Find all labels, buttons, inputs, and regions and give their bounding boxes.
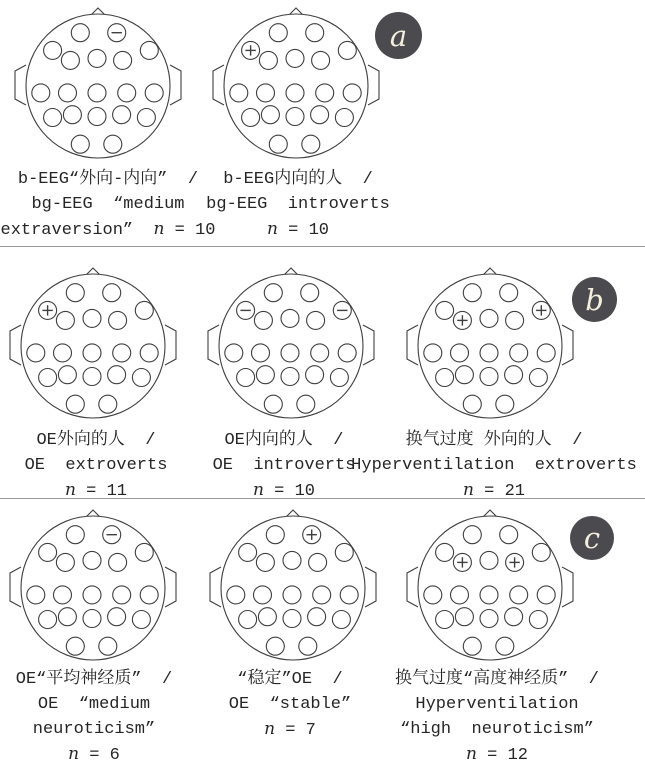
electrode-t5 [436, 611, 454, 629]
caption-line: OE “medium [37, 695, 151, 714]
head-diagram-hyperventilation-extroverts [404, 267, 576, 419]
caption-line: Hyperventilation [415, 695, 579, 714]
electrode-pz [286, 108, 304, 126]
electrode-t4 [340, 586, 358, 604]
head-outline [7, 509, 179, 661]
electrode-fz [283, 551, 301, 569]
electrode-t5 [242, 109, 260, 127]
electrode-t5 [436, 369, 454, 387]
head-outline [404, 509, 576, 661]
electrode-f7 [44, 41, 62, 59]
electrode-p4 [108, 366, 126, 384]
electrode-f8 [338, 41, 356, 59]
electrode-t3 [227, 586, 245, 604]
head-diagram-bg-eeg-medium-extraversion [12, 7, 184, 159]
electrode-t5 [44, 109, 62, 127]
caption-line: n = 11 [65, 480, 127, 501]
electrode-cz [283, 586, 301, 604]
electrode-t4 [537, 586, 555, 604]
caption-line: 换气过度“高度神经质” / [394, 670, 599, 689]
caption-line: OE introverts [212, 456, 356, 475]
electrode-p4 [306, 366, 324, 384]
caption-line: extraversion” n = 10 [0, 219, 216, 240]
section-divider [0, 246, 645, 247]
right-ear-icon [562, 325, 573, 365]
caption-line: n = 10 [253, 480, 315, 501]
electrode-c4 [113, 344, 131, 362]
right-ear-icon [365, 567, 376, 607]
left-ear-icon [210, 567, 221, 607]
head-outline [404, 267, 576, 419]
electrode-fp1 [66, 284, 84, 302]
electrode-f8 [532, 543, 550, 561]
electrode-p3 [261, 106, 279, 124]
electrode-o2 [104, 135, 122, 153]
panel-label-b: b [572, 277, 617, 322]
caption-line: n = 7 [264, 719, 316, 740]
electrode-c4 [311, 344, 329, 362]
electrode-o1 [264, 395, 282, 413]
electrode-fp2 [301, 284, 319, 302]
electrode-t5 [237, 369, 255, 387]
panel-label-c: c [570, 516, 614, 560]
electrode-p4 [108, 608, 126, 626]
electrode-f4 [109, 553, 127, 571]
electrode-t3 [32, 84, 50, 102]
panel-label-a: a [375, 12, 422, 59]
electrode-t4 [338, 344, 356, 362]
caption-line: bg-EEG introverts [206, 195, 390, 214]
right-ear-icon [562, 567, 573, 607]
electrode-f7 [239, 543, 257, 561]
electrode-p3 [455, 366, 473, 384]
electrode-o2 [99, 637, 117, 655]
right-ear-icon [165, 567, 176, 607]
caption-line: bg-EEG “medium [31, 195, 185, 214]
electrode-pz [480, 368, 498, 386]
left-ear-icon [407, 567, 418, 607]
electrode-fp2 [103, 284, 121, 302]
caption-line: OE “stable” [228, 695, 352, 714]
right-ear-icon [170, 65, 181, 105]
electrode-pz [83, 368, 101, 386]
electrode-o1 [266, 637, 284, 655]
caption-bg-eeg-introverts [148, 167, 448, 243]
head-outline [210, 7, 382, 159]
left-ear-icon [407, 325, 418, 365]
electrode-pz [480, 610, 498, 628]
electrode-t3 [225, 344, 243, 362]
electrode-o1 [66, 395, 84, 413]
electrode-c4 [113, 586, 131, 604]
electrode-c3 [54, 586, 72, 604]
right-ear-icon [368, 65, 379, 105]
electrode-f3 [256, 553, 274, 571]
electrode-c4 [510, 586, 528, 604]
electrode-f8 [135, 301, 153, 319]
caption-line: n = 6 [68, 744, 120, 765]
electrode-p3 [455, 608, 473, 626]
caption-line: n = 10 [267, 219, 329, 240]
electrode-cz [480, 586, 498, 604]
left-ear-icon [208, 325, 219, 365]
electrode-o1 [66, 637, 84, 655]
electrode-pz [283, 610, 301, 628]
caption-line: “high neuroticism” [400, 720, 594, 739]
electrode-cz [88, 84, 106, 102]
caption-line: b-EEG内向的人 / [223, 170, 373, 189]
caption-line: n = 12 [466, 744, 528, 765]
electrode-t3 [27, 344, 45, 362]
electrode-cz [83, 344, 101, 362]
electrode-t6 [137, 109, 155, 127]
electrode-fz [281, 309, 299, 327]
left-ear-icon [213, 65, 224, 105]
head-outline [207, 509, 379, 661]
electrode-pz [83, 610, 101, 628]
electrode-cz [281, 344, 299, 362]
electrode-f3 [259, 51, 277, 69]
electrode-o1 [71, 135, 89, 153]
electrode-cz [286, 84, 304, 102]
left-ear-icon [15, 65, 26, 105]
electrode-o2 [496, 395, 514, 413]
electrode-c3 [59, 84, 77, 102]
electrode-fz [83, 551, 101, 569]
electrode-p3 [63, 106, 81, 124]
head-diagram-oe-medium-neuroticism [7, 509, 179, 661]
electrode-t6 [132, 611, 150, 629]
electrode-fz [480, 551, 498, 569]
electrode-c4 [118, 84, 136, 102]
electrode-o1 [463, 395, 481, 413]
electrode-c4 [313, 586, 331, 604]
electrode-f4 [506, 311, 524, 329]
electrode-p4 [505, 366, 523, 384]
electrode-t6 [529, 611, 547, 629]
electrode-f8 [135, 543, 153, 561]
electrode-o1 [463, 637, 481, 655]
electrode-t6 [529, 369, 547, 387]
electrode-fp1 [71, 24, 89, 42]
electrode-p4 [505, 608, 523, 626]
left-ear-icon [10, 325, 21, 365]
electrode-o1 [269, 135, 287, 153]
caption-line: OE“平均神经质” / [15, 670, 173, 689]
right-ear-icon [165, 325, 176, 365]
electrode-fp2 [500, 284, 518, 302]
head-diagram-hyperventilation-high-neuroticism [404, 509, 576, 661]
electrode-t4 [343, 84, 361, 102]
caption-line: neuroticism” [32, 720, 156, 739]
electrode-f4 [114, 51, 132, 69]
caption-line: OE外向的人 / [36, 431, 156, 450]
caption-line: Hyperventilation extroverts [351, 456, 637, 475]
electrode-fp1 [266, 526, 284, 544]
electrode-f3 [56, 553, 74, 571]
electrode-c4 [510, 344, 528, 362]
electrode-pz [88, 108, 106, 126]
caption-line: b-EEG“外向-内向” / [17, 170, 199, 189]
electrode-fz [88, 49, 106, 67]
electrode-c3 [254, 586, 272, 604]
electrode-fz [480, 309, 498, 327]
electrode-f4 [307, 311, 325, 329]
electrode-p3 [258, 608, 276, 626]
electrode-t4 [537, 344, 555, 362]
caption-line: “稳定”OE / [237, 670, 343, 689]
electrode-fp1 [463, 284, 481, 302]
electrode-t4 [140, 586, 158, 604]
electrode-f3 [56, 311, 74, 329]
electrode-o2 [496, 637, 514, 655]
electrode-o2 [99, 395, 117, 413]
electrode-t5 [39, 369, 57, 387]
electrode-c3 [54, 344, 72, 362]
electrode-o2 [302, 135, 320, 153]
electrode-t6 [330, 369, 348, 387]
electrode-fp2 [306, 24, 324, 42]
electrode-t6 [335, 109, 353, 127]
head-outline [205, 267, 377, 419]
caption-line: 换气过度 外向的人 / [405, 431, 583, 450]
head-outline [12, 7, 184, 159]
right-ear-icon [363, 325, 374, 365]
electrode-p3 [58, 608, 76, 626]
electrode-f4 [309, 553, 327, 571]
electrode-f8 [335, 543, 353, 561]
caption-line: OE内向的人 / [224, 431, 344, 450]
electrode-p4 [308, 608, 326, 626]
electrode-fp1 [269, 24, 287, 42]
electrode-f3 [61, 51, 79, 69]
electrode-t5 [39, 611, 57, 629]
electrode-fp2 [500, 526, 518, 544]
head-diagram-bg-eeg-introverts [210, 7, 382, 159]
electrode-pz [281, 368, 299, 386]
caption-hyperventilation-extroverts [344, 428, 644, 504]
electrode-f8 [140, 41, 158, 59]
electrode-cz [83, 586, 101, 604]
electrode-p4 [311, 106, 329, 124]
electrode-cz [480, 344, 498, 362]
electrode-fp1 [463, 526, 481, 544]
electrode-t3 [424, 586, 442, 604]
left-ear-icon [10, 567, 21, 607]
electrode-c3 [451, 344, 469, 362]
electrode-f4 [312, 51, 330, 69]
caption-line: n = 21 [463, 480, 525, 501]
electrode-fz [286, 49, 304, 67]
head-diagram-oe-introverts [205, 267, 377, 419]
electrode-fz [83, 309, 101, 327]
electrode-o2 [299, 637, 317, 655]
electrode-p3 [58, 366, 76, 384]
electrode-f3 [254, 311, 272, 329]
electrode-fp1 [66, 526, 84, 544]
electrode-p3 [256, 366, 274, 384]
electrode-c3 [252, 344, 270, 362]
electrode-f4 [109, 311, 127, 329]
electrode-t6 [332, 611, 350, 629]
electrode-t3 [27, 586, 45, 604]
caption-line: OE extroverts [24, 456, 168, 475]
electrode-c3 [257, 84, 275, 102]
electrode-t5 [239, 611, 257, 629]
electrode-c3 [451, 586, 469, 604]
electrode-p4 [113, 106, 131, 124]
electrode-t3 [424, 344, 442, 362]
electrode-t4 [145, 84, 163, 102]
electrode-fp1 [264, 284, 282, 302]
electrode-t4 [140, 344, 158, 362]
electrode-f7 [436, 301, 454, 319]
head-outline [7, 267, 179, 419]
head-diagram-oe-extroverts [7, 267, 179, 419]
electrode-t6 [132, 369, 150, 387]
electrode-f7 [39, 543, 57, 561]
head-diagram-oe-stable [207, 509, 379, 661]
caption-hyperventilation-high-neuroticism [347, 667, 645, 768]
electrode-f7 [436, 543, 454, 561]
electrode-t3 [230, 84, 248, 102]
electrode-o2 [297, 395, 315, 413]
electrode-c4 [316, 84, 334, 102]
